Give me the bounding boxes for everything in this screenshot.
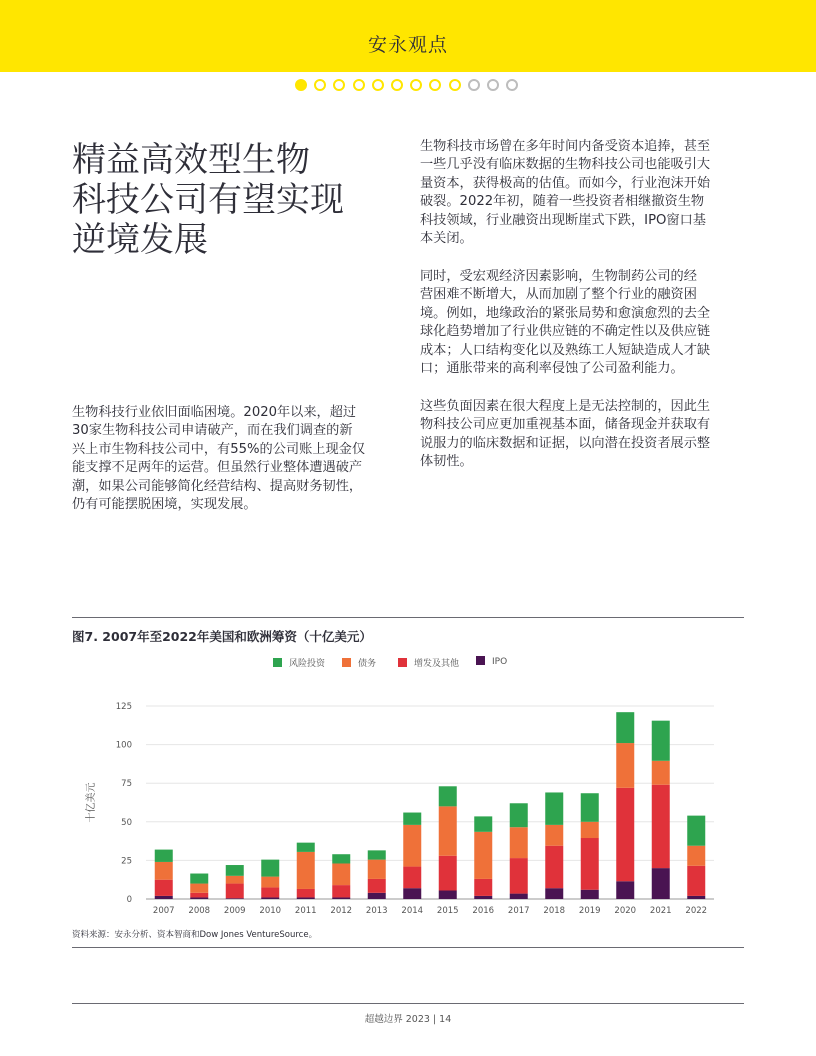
bar-segment (403, 813, 421, 825)
x-tick-label: 2021 (649, 906, 672, 916)
bar-segment (332, 885, 350, 897)
intro-line: 能支撑不足两年的运营。但虽然行业整体遭遇破产 (72, 460, 363, 476)
progress-dot-10 (468, 79, 480, 91)
x-tick-label: 2018 (543, 906, 566, 916)
legend-swatch (398, 658, 407, 667)
y-tick-label: 125 (115, 702, 132, 712)
bar-segment (510, 827, 528, 858)
x-tick-label: 2013 (365, 906, 388, 916)
bar-segment (510, 803, 528, 827)
legend-label: 增发及其他 (414, 659, 460, 669)
progress-dot-9 (449, 79, 461, 91)
right-paragraph-3-line: 体韧性。 (420, 454, 473, 470)
bar-segment (581, 793, 599, 822)
bar-segment (687, 866, 705, 896)
progress-dot-12 (506, 79, 518, 91)
bar-segment (687, 816, 705, 846)
progress-dot-6 (391, 79, 403, 91)
funding-bar-chart (72, 690, 744, 922)
bar-segment (616, 712, 634, 743)
right-paragraph-1-line: 科技领域，行业融资出现断崖式下跌，IPO窗口基 (420, 212, 706, 228)
bar-segment (545, 888, 563, 899)
right-paragraph-2 (420, 268, 746, 378)
bar-segment (403, 825, 421, 867)
right-paragraph-3-line: 说服力的临床数据和证据，以向潜在投资者展示整 (420, 435, 711, 451)
bar-segment (581, 838, 599, 890)
bar-segment (261, 897, 279, 899)
right-paragraph-2-line: 同时，受宏观经济因素影响，生物制药公司的经 (420, 269, 697, 284)
bar-segment (297, 852, 315, 889)
intro-line: 兴上市生物科技公司中，有55%的公司账上现金仅 (72, 441, 366, 457)
headline-line: 逆境发展 (72, 220, 208, 260)
right-paragraph-2-line: 球化趋势增加了行业供应链的不确定性以及供应链 (420, 324, 711, 340)
intro-line: 潮，如果公司能够简化经营结构、提高财务韧性， (72, 478, 363, 494)
x-tick-label: 2007 (152, 906, 175, 916)
figure-title: 图7. 2007年至2022年美国和欧洲筹资（十亿美元） (72, 629, 372, 644)
legend-swatch (273, 658, 282, 667)
bar-segment (474, 896, 492, 899)
x-tick-label: 2020 (614, 906, 637, 916)
x-tick-label: 2014 (401, 906, 424, 916)
bar-segment (155, 880, 173, 896)
progress-dot-2 (314, 79, 326, 91)
x-tick-label: 2009 (223, 906, 246, 916)
legend-item (342, 656, 376, 669)
bar-segment (616, 881, 634, 899)
bar-segment (510, 894, 528, 899)
y-tick-label: 0 (126, 895, 132, 905)
legend-label: 债务 (358, 659, 377, 669)
bar-segment (368, 860, 386, 879)
right-paragraph-3 (420, 398, 746, 472)
bar-segment (439, 786, 457, 806)
right-paragraph-2-line: 营困难不断增大，从而加剧了整个行业的融资困 (420, 287, 697, 303)
bar-segment (261, 877, 279, 888)
right-paragraph-1-line: 破裂。2022年初，随着一些投资者相继撤资生物 (420, 194, 705, 210)
bar-segment (652, 785, 670, 868)
x-tick-label: 2008 (188, 906, 211, 916)
bar-segment (297, 889, 315, 897)
headline (72, 140, 392, 260)
figure-top-divider (72, 617, 744, 618)
right-paragraph-1-line: 本关闭。 (420, 231, 473, 247)
bar-segment (687, 846, 705, 866)
bar-segment (332, 863, 350, 885)
progress-dot-8 (429, 79, 441, 91)
bar-segment (226, 898, 244, 899)
header-title: 安永观点 (367, 34, 448, 56)
right-paragraph-2-line: 成本；人口结构变化以及熟练工人短缺造成人才缺 (420, 342, 711, 358)
bar-segment (190, 893, 208, 898)
progress-dot-1 (295, 79, 307, 91)
bar-segment (439, 806, 457, 855)
progress-dot-11 (487, 79, 499, 91)
bar-segment (190, 884, 208, 893)
bar-segment (687, 896, 705, 899)
y-tick-label: 50 (121, 817, 132, 828)
right-paragraph-3-line: 这些负面因素在很大程度上是无法控制的，因此生 (420, 399, 711, 414)
intro-line: 生物科技行业依旧面临困境。2020年以来，超过 (72, 405, 357, 420)
intro-paragraph (72, 404, 392, 514)
right-paragraph-1-line: 一些几乎没有临床数据的生物科技公司也能吸引大 (420, 157, 711, 173)
bar-segment (581, 822, 599, 838)
right-paragraph-1-line: 量资本，获得极高的估值。而如今，行业泡沫开始 (420, 175, 711, 191)
bar-segment (403, 867, 421, 889)
x-tick-label: 2011 (294, 906, 317, 916)
y-axis-label: 十亿美元 (86, 782, 97, 823)
right-paragraph-1-line: 生物科技市场曾在多年时间内备受资本追捧，甚至 (420, 139, 711, 154)
x-tick-label: 2016 (472, 906, 495, 916)
bar-segment (616, 743, 634, 788)
figure-source: 资料来源：安永分析、资本智商和Dow Jones VentureSource。 (72, 930, 318, 940)
bar-segment (545, 825, 563, 846)
bar-segment (616, 788, 634, 881)
bar-segment (368, 850, 386, 859)
progress-dot-5 (372, 79, 384, 91)
bar-segment (439, 856, 457, 891)
y-tick-label: 25 (121, 856, 132, 867)
bar-segment (226, 865, 244, 876)
bar-segment (510, 858, 528, 894)
legend-swatch (476, 656, 485, 665)
headline-line: 科技公司有望实现 (72, 180, 344, 220)
progress-dot-3 (333, 79, 345, 91)
right-paragraph-2-line: 口；通胀带来的高利率侵蚀了公司盈利能力。 (420, 361, 684, 377)
bar-segment (297, 897, 315, 899)
right-paragraph-1 (420, 138, 746, 248)
progress-dot-7 (410, 79, 422, 91)
intro-line: 仍有可能摆脱困境，实现发展。 (72, 497, 257, 513)
legend-swatch (342, 658, 351, 667)
right-paragraph-3-line: 物科技公司应更加重视基本面，储备现金并获取有 (420, 417, 711, 433)
bar-segment (190, 874, 208, 884)
bar-segment (652, 868, 670, 899)
bar-segment (297, 843, 315, 852)
bar-segment (155, 896, 173, 899)
right-paragraph-2-line: 境。例如，地缘政治的紧张局势和愈演愈烈的去全 (420, 305, 711, 321)
bar-segment (474, 879, 492, 896)
bar-segment (332, 897, 350, 899)
y-tick-label: 75 (121, 779, 132, 790)
bar-segment (652, 721, 670, 761)
bar-segment (332, 854, 350, 863)
x-tick-label: 2022 (685, 906, 708, 916)
bar-segment (581, 890, 599, 899)
y-tick-label: 100 (115, 740, 132, 751)
header-bar (0, 0, 816, 72)
bar-segment (439, 891, 457, 899)
legend-item (273, 656, 325, 669)
legend-label: IPO (492, 657, 508, 667)
bar-segment (261, 860, 279, 877)
x-tick-label: 2015 (436, 906, 459, 916)
headline-line: 精益高效型生物 (72, 140, 310, 180)
bar-segment (155, 862, 173, 880)
bar-segment (474, 816, 492, 831)
bar-segment (368, 879, 386, 893)
bar-segment (474, 832, 492, 879)
bar-segment (190, 897, 208, 899)
figure-bottom-divider (72, 947, 744, 948)
bar-segment (403, 888, 421, 899)
x-tick-label: 2017 (507, 906, 530, 916)
bar-segment (155, 850, 173, 862)
x-tick-label: 2010 (259, 906, 282, 916)
legend-item (398, 656, 459, 669)
bar-segment (226, 884, 244, 899)
legend-label: 风险投资 (289, 659, 326, 669)
bar-segment (545, 792, 563, 824)
legend-item (476, 656, 507, 667)
intro-line: 30家生物科技公司申请破产，而在我们调查的新 (72, 423, 353, 439)
bar-segment (545, 846, 563, 888)
bar-segment (652, 761, 670, 785)
x-tick-label: 2012 (330, 906, 353, 916)
bar-segment (368, 893, 386, 899)
footer-divider (72, 1003, 744, 1004)
progress-dot-4 (353, 79, 365, 91)
bar-segment (261, 887, 279, 897)
footer-page-label: 超越边界 2023 | 14 (364, 1014, 452, 1025)
x-tick-label: 2019 (578, 906, 601, 916)
bar-segment (226, 876, 244, 884)
